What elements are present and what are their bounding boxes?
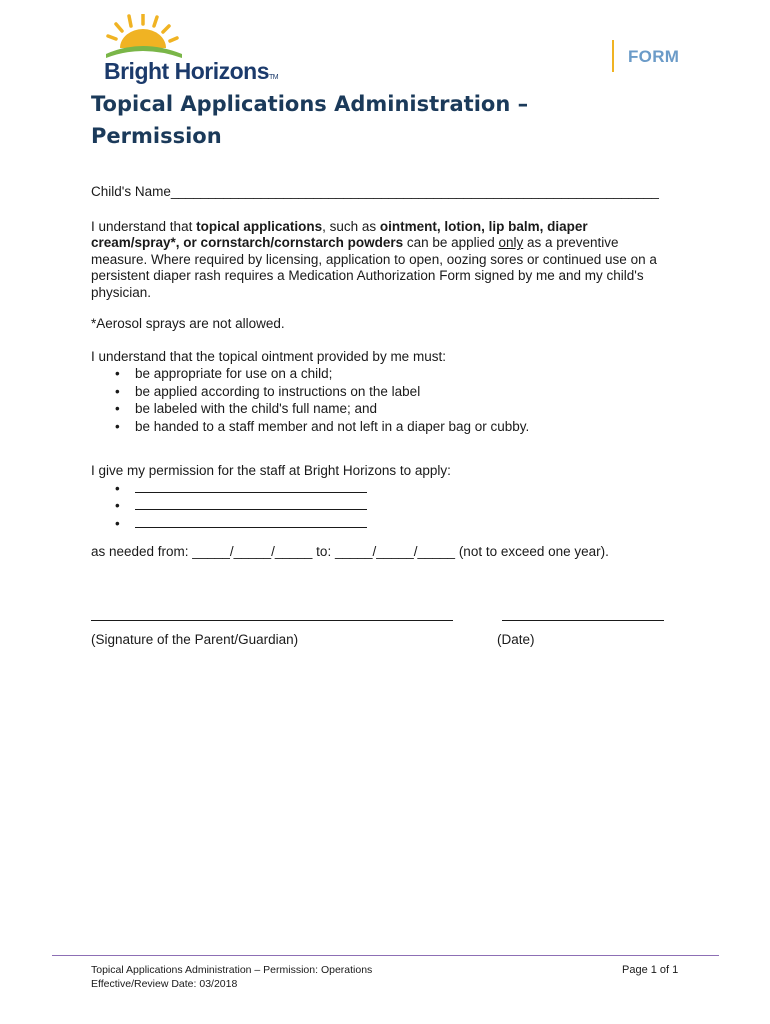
permission-blank-field[interactable]: [135, 497, 367, 510]
emphasis-topical-applications: topical applications: [196, 218, 323, 234]
list-item: • be applied according to instructions on the label: [91, 383, 671, 401]
footer-effective-date: Effective/Review Date: 03/2018: [91, 977, 238, 990]
signature-block: [91, 620, 671, 660]
permission-blank-field[interactable]: [135, 480, 367, 493]
as-needed-dates: as needed from: _____/_____/_____ to: _____/_____/_____ (not to exceed one year).: [91, 544, 609, 559]
ointment-intro: I understand that the topical ointment provided by me must:: [91, 348, 446, 364]
logo-wordmark: Bright HorizonsTM: [104, 58, 279, 84]
date-line[interactable]: [502, 620, 664, 621]
form-tag-label: FORM: [628, 47, 680, 66]
aerosol-note: *Aerosol sprays are not allowed.: [91, 316, 285, 331]
footer-divider: [52, 955, 719, 956]
list-item: • be appropriate for use on a child;: [91, 365, 671, 383]
permission-blanks-list: [91, 480, 671, 533]
child-name-line: [91, 184, 671, 201]
footer-page-number: Page 1 of 1: [622, 964, 679, 976]
permission-blank-item: [91, 497, 671, 515]
ointment-rules-list: [91, 365, 671, 435]
topical-policy-paragraph: I understand that topical applications, such as ointment, lotion, lip balm, diaper cream/spray*, or cornstarch/cornstarch powders can be applied only as a preventive measure. Where required by licensing, application to open, oozing sores or continued use on a persistent diaper rash requires a Medication Authorization Form signed by me and my child's physician.: [91, 218, 657, 300]
list-item: • be labeled with the child's full name; and: [91, 400, 671, 418]
signature-line[interactable]: [91, 620, 453, 621]
page-title: Topical Applications Administration – Permission: [91, 92, 529, 148]
footer-doc-name: Topical Applications Administration – Permission: Operations: [91, 964, 373, 976]
sun-hill-icon: [104, 14, 184, 60]
child-name-blank[interactable]: _________________________________________________________________: [170, 184, 659, 199]
trademark-mark: TM: [269, 74, 279, 81]
child-name-label: Child's Name: [91, 184, 171, 199]
permission-blank-item: [91, 515, 671, 533]
form-tag: [612, 40, 680, 72]
permission-intro: I give my permission for the staff at Bright Horizons to apply:: [91, 463, 451, 478]
signature-label: (Signature of the Parent/Guardian): [91, 632, 299, 647]
footer-doc-info: [91, 964, 372, 991]
list-item: • be handed to a staff member and not left in a diaper bag or cubby.: [91, 418, 671, 436]
bright-horizons-logo: [104, 14, 279, 84]
form-body: [91, 184, 671, 561]
permission-blank-field[interactable]: [135, 515, 367, 528]
permission-blank-item: [91, 480, 671, 498]
emphasis-only: only: [498, 235, 524, 250]
emphasis-product-list: ointment, lotion, lip balm, diaper cream/spray*, or cornstarch/cornstarch powders: [91, 218, 588, 250]
date-label: (Date): [497, 632, 535, 647]
